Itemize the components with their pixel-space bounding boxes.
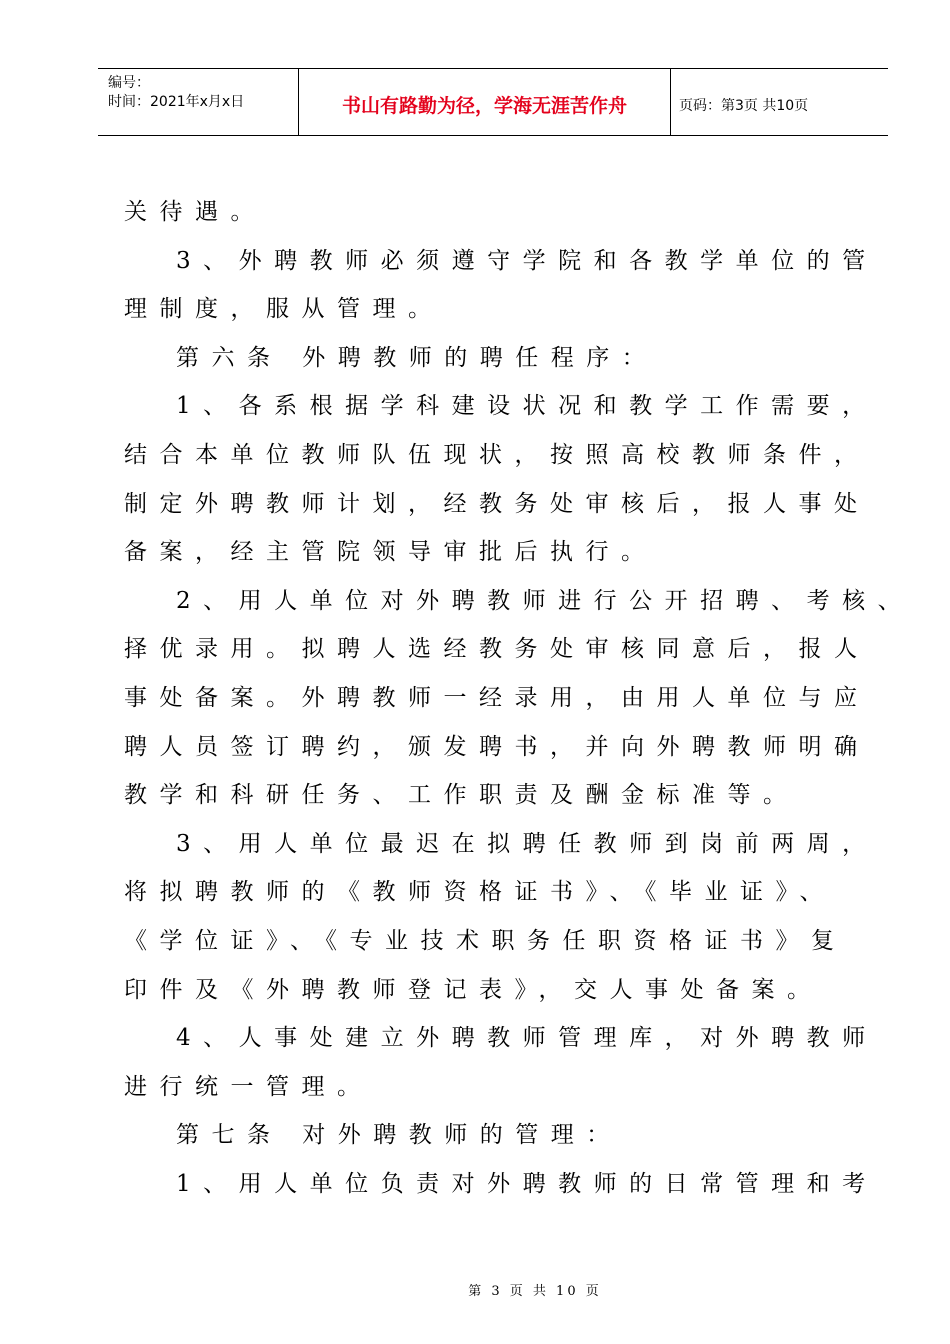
body-line: 将拟聘教师的《教师资格证书》、《毕业证》、: [124, 879, 835, 906]
body-line: 理制度，服从管理。: [124, 296, 444, 323]
body-line: 3、用人单位最迟在拟聘任教师到岗前两周，: [176, 830, 878, 857]
body-line: 进行统一管理。: [124, 1073, 373, 1100]
page-header: [98, 68, 888, 136]
body-line: 《学位证》、《专业技术职务任职资格证书》复: [124, 927, 847, 954]
header-motto-cell: [299, 69, 671, 135]
document-body: [124, 188, 914, 1208]
document-time-label: 时间：2021年x月x日: [108, 94, 245, 110]
body-line: 制定外聘教师计划，经教务处审核后，报人事处: [124, 490, 870, 517]
header-page-number: 页码：第3页 共10页: [679, 98, 809, 114]
body-line: 关待遇。: [124, 199, 266, 225]
header-page-cell: [671, 69, 888, 135]
section-heading: 第六条 外聘教师的聘任程序：: [176, 344, 658, 371]
document-number-label: 编号：: [108, 75, 150, 91]
body-line: 印件及《外聘教师登记表》，交人事处备案。: [124, 976, 823, 1003]
body-line: 1、用人单位负责对外聘教师的日常管理和考: [176, 1170, 878, 1197]
header-meta-cell: [98, 69, 299, 135]
page-footer: 第 3 页 共 10 页: [468, 1284, 602, 1299]
body-line: 2、用人单位对外聘教师进行公开招聘、考核、: [176, 587, 914, 614]
body-line: 4、人事处建立外聘教师管理库，对外聘教师: [176, 1025, 878, 1052]
body-line: 事处备案。外聘教师一经录用，由用人单位与应: [124, 684, 870, 711]
section-heading: 第七条 对外聘教师的管理：: [176, 1122, 622, 1149]
body-line: 备案，经主管院领导审批后执行。: [124, 539, 657, 566]
header-motto: 书山有路勤为径，学海无涯苦作舟: [341, 95, 627, 117]
body-line: 1、各系根据学科建设状况和教学工作需要，: [176, 393, 878, 420]
body-line: 教学和科研任务、工作职责及酬金标准等。: [124, 782, 799, 809]
body-line: 择优录用。拟聘人选经教务处审核同意后，报人: [124, 636, 870, 663]
body-line: 聘人员签订聘约，颁发聘书，并向外聘教师明确: [124, 733, 870, 760]
body-line: 3、外聘教师必须遵守学院和各教学单位的管: [176, 247, 878, 274]
body-line: 结合本单位教师队伍现状，按照高校教师条件，: [124, 441, 870, 468]
